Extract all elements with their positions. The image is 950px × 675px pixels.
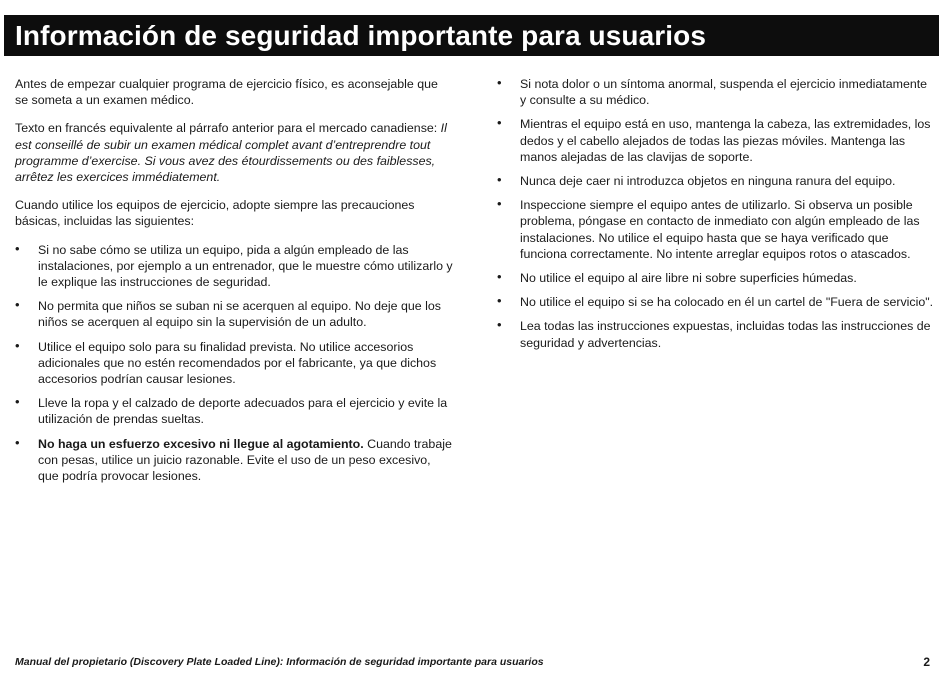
list-item [497, 270, 934, 286]
bullet-icon: • [497, 269, 502, 285]
list-item [15, 242, 453, 291]
right-column [497, 76, 934, 359]
bullet-icon: • [497, 293, 502, 309]
intro-paragraph: Antes de empezar cualquier programa de ejercicio físico, es aconsejable que se someta a un examen médico. [15, 77, 438, 108]
list-item-text: Nunca deje caer ni introduzca objetos en ninguna ranura del equipo. [520, 174, 896, 189]
list-item-bold-text: No haga un esfuerzo excesivo ni llegue al agotamiento. [38, 436, 364, 451]
list-item-text: Si nota dolor o un síntoma anormal, suspenda el ejercicio inmediatamente y consulte a su médico. [520, 77, 928, 108]
list-item-text: Inspeccione siempre el equipo antes de utilizarlo. Si observa un posible problema, póngase en contacto de inmediato con algún empleado de las instalaciones. No utilice el equipo hasta que se haya verificado que funciona correctamente. No intente arreglar equipos rotos o atascados. [520, 198, 920, 261]
list-item [497, 76, 934, 108]
list-item-text: Si no sabe cómo se utiliza un equipo, pida a algún empleado de las instalaciones, por ejemplo a un entrenador, que le muestre cómo utilizarlo y le explique las instrucciones de seguridad. [38, 242, 453, 290]
bullet-icon: • [497, 115, 502, 131]
list-item-text: Utilice el equipo solo para su finalidad prevista. No utilice accesorios adicionales que no estén recomendados por el fabricante, ya que dichos accesorios podrían causar lesiones. [38, 339, 437, 387]
list-item [15, 339, 453, 388]
list-item [15, 298, 453, 330]
precautions-intro: Cuando utilice los equipos de ejercicio, adopte siempre las precauciones básicas, incluidas las siguientes: [15, 198, 415, 229]
list-item-text: Cuando trabaje con pesas, utilice un juicio razonable. Evite el uso de un peso excesivo, que podría provocar lesiones. [38, 436, 452, 484]
bullet-icon: • [15, 297, 20, 313]
list-item-text: No permita que niños se suban ni se acerquen al equipo. No deje que los niños se acerquen al equipo sin la supervisión de un adulto. [38, 299, 441, 330]
french-note-prefix: Texto en francés equivalente al párrafo anterior para el mercado canadiense: [15, 121, 441, 136]
page-title-bar [4, 15, 939, 56]
bullet-icon: • [497, 196, 502, 212]
list-item [497, 197, 934, 262]
list-item-text: Lea todas las instrucciones expuestas, incluidas todas las instrucciones de seguridad y advertencias. [520, 319, 931, 350]
list-item-text: No utilice el equipo al aire libre ni sobre superficies húmedas. [520, 271, 857, 286]
page-number: 2 [923, 655, 930, 669]
french-note-text: Il est conseillé de subir un examen médical complet avant d’entreprendre tout programme d’exercise. Si vous avez des étourdissements ou des faiblesses, arrêtez les exercices immédiatement. [15, 121, 447, 185]
page-title: Información de seguridad importante para usuarios [15, 19, 707, 51]
list-item [497, 173, 934, 189]
bullet-icon: • [15, 240, 20, 256]
list-item-text: Mientras el equipo está en uso, mantenga la cabeza, las extremidades, los dedos y el cabello alejados de todas las piezas móviles. Mantenga las manos alejadas de las clavijas de soporte. [520, 117, 931, 164]
list-item [497, 318, 934, 350]
list-item-text: No utilice el equipo si se ha colocado en él un cartel de "Fuera de servicio". [520, 295, 934, 310]
left-bullet-list [15, 242, 453, 485]
right-bullet-list [497, 76, 934, 351]
list-item-text: Lleve la ropa y el calzado de deporte adecuados para el ejercicio y evite la utilización de prendas sueltas. [38, 396, 448, 427]
list-item [15, 436, 453, 485]
list-item [497, 116, 934, 165]
bullet-icon: • [497, 317, 502, 333]
footer-text: Manual del propietario (Discovery Plate Loaded Line): Información de seguridad importante para usuarios [15, 656, 544, 668]
bullet-icon: • [15, 434, 20, 450]
bullet-icon: • [15, 394, 20, 410]
bullet-icon: • [15, 337, 20, 353]
list-item [497, 294, 934, 310]
bullet-icon: • [497, 172, 502, 188]
list-item [15, 395, 453, 427]
left-column [15, 76, 453, 492]
bullet-icon: • [497, 75, 502, 90]
french-note-paragraph [15, 120, 453, 185]
